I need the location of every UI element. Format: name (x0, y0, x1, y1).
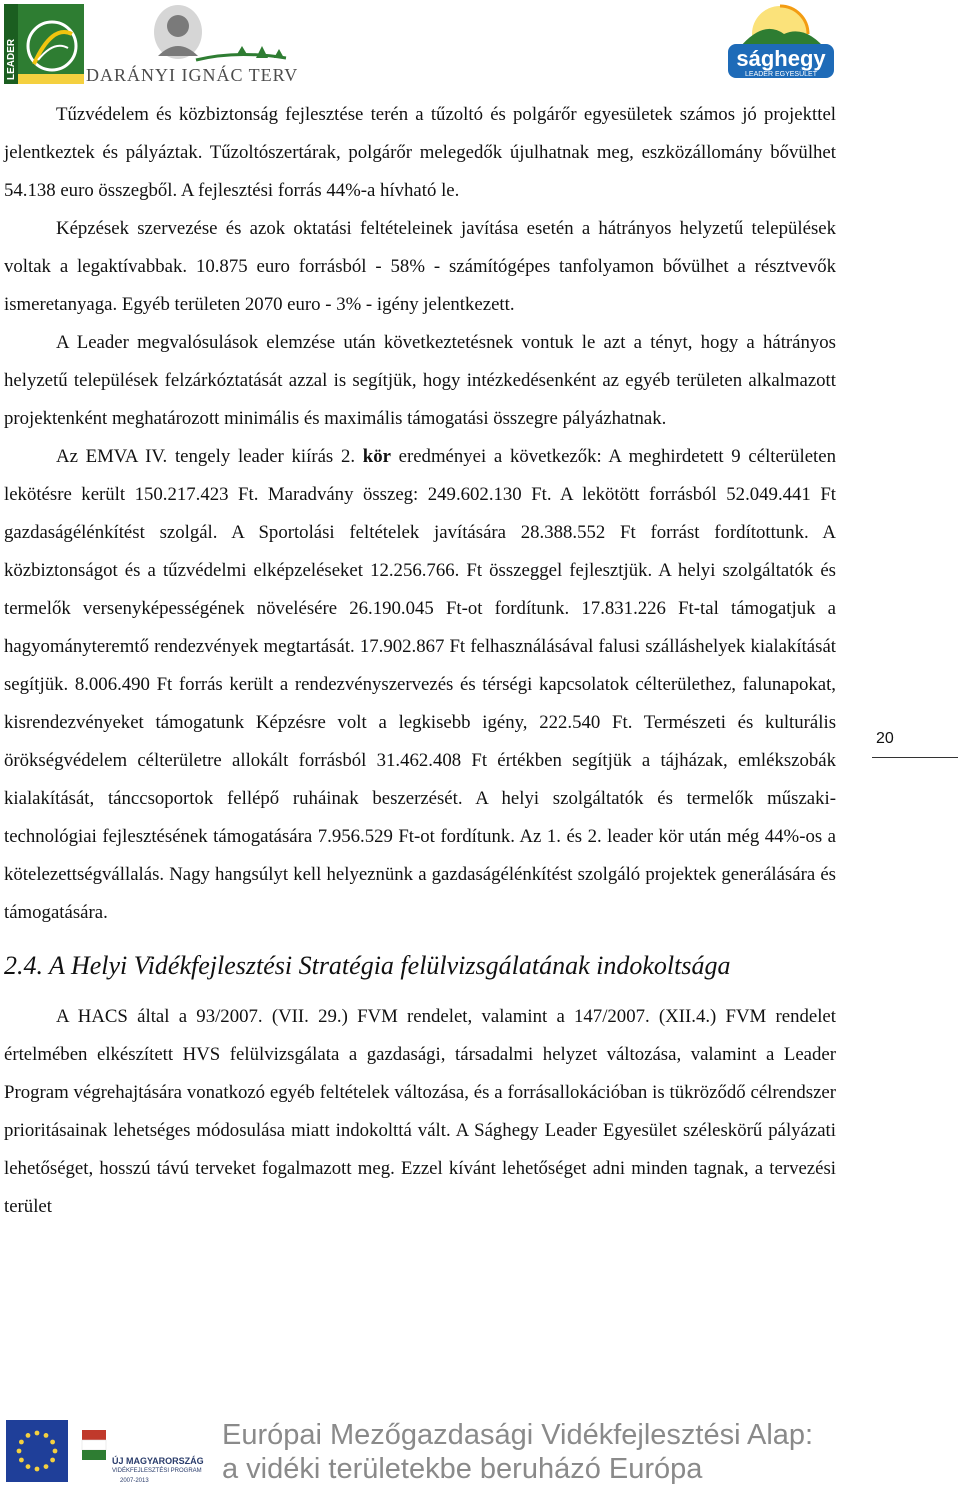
page-header (0, 0, 960, 90)
saghegy-name-text: sághegy (736, 46, 826, 71)
page-number: 20 (876, 730, 894, 747)
paragraph-leader-analysis: A Leader megvalósulások elemzése után következtetésnek vontuk le azt a tényt, hogy a hátrányos helyzetű települések felzárkóztatását azzal is segítjük, hogy intézkedésenként az egyéb területen alkalmazott projektenként meghatározott minimális és maximális támogatási összegre pályázhatnak. (4, 332, 836, 429)
daranyi-ignac-terv-text: DARÁNYI IGNÁC TERV (86, 65, 299, 85)
footer-slogan-line1: Európai Mezőgazdasági Vidékfejlesztési Alap: (222, 1419, 814, 1451)
footer-slogan (222, 1418, 960, 1486)
paragraph-hacs-review: A HACS által a 93/2007. (VII. 29.) FVM rendelet, valamint a 147/2007. (XII.4.) FVM rendelet értelmében elkészített HVS felülvizsgálata a gazdasági, társadalmi helyzet változása, valamint a Leader Program végrehajtására vonatkozó egyéb feltételek változása, és a forrásallokációban is tükröződő célrendszer prioritásainak lehetséges módosulása miatt indokolttá vált. A Sághegy Leader Egyesület széleskörű pályázati lehetőséget, hosszú távú terveket fogalmazott meg. Ezzel kívánt lehetőséget adni minden tagnak, a tervezési terület (4, 1006, 836, 1217)
leader-logo-icon (4, 4, 84, 84)
saghegy-sub-text: LEADER EGYESÜLET (745, 71, 817, 78)
umft-title: ÚJ MAGYARORSZÁG (112, 1456, 204, 1466)
emva-text-bold: kör (362, 446, 391, 467)
footer-slogan-line2: a vidéki területekbe beruházó Európa (222, 1453, 703, 1485)
emva-text-rest: eredményei a következők: A meghirdetett 9 célterületen lekötésre került 150.217.423 Ft. Maradvány összeg: 249.602.130 Ft. A lekötött forrásból 52.049.441 Ft gazdaságélénkítést szolgál. A Sportolási feltételek javítására 28.388.552 Ft forrást fordítottunk. A közbiztonságot és a tűzvédelmi elképzeléseket 12.256.766. Ft összeggel fejlesztjük. A helyi szolgáltatók és termelők versenyképességének növelésére 26.190.045 Ft-ot fordítunk. 17.831.226 Ft-tal támogatjuk a hagyományteremtő rendezvények megtartását. 17.902.867 Ft felhasználásával falusi szálláshelyek kialakítását segítjük. 8.006.490 Ft forrás került a rendezvényszervezés és térségi kapcsolatok célterülethez, falunapokat, kisrendezvényeket támogatunk Képzésre volt a legkisebb igény, 222.540 Ft. Természeti és kulturális örökségvédelem célterületre allokált forrásból 31.462.408 Ft értékben segítjük a tájházak, emlékszobák kialakítását, tánccsoportok fellépő ruháinak beszerzését. A helyi szolgáltatók és termelők műszaki-technológiai fejlesztésének támogatására 7.956.529 Ft-ot fordítunk. Az 1. és 2. leader kör után még 44%-os a kötelezettségvállalás. Nagy hangsúlyt kell helyeznünk a gazdaságélénkítést szolgáló projektek generálására és támogatására. (4, 446, 836, 923)
document-body (4, 96, 836, 1226)
section-heading: 2.4. A Helyi Vidékfejlesztési Stratégia felülvizsgálatának indokoltsága (4, 951, 731, 980)
paragraph-trainings: Képzések szervezése és azok oktatási feltételeinek javítása esetén a hátrányos helyzetű települések voltak a legaktívabbak. 10.875 euro forrásból - 58% - számítógépes tanfolyamon bővülhet a résztvevők ismeretanyaga. Egyéb területen 2070 euro - 3% - igény jelentkezett. (4, 218, 836, 315)
emva-text-start: Az EMVA IV. tengely leader kiírás 2. (56, 446, 363, 467)
uj-magyarorszag-logo (80, 1422, 204, 1488)
page-number-rule (872, 757, 958, 758)
umft-years: 2007-2013 (120, 1478, 149, 1484)
portrait-icon (86, 4, 296, 64)
paragraph-emva-results (4, 438, 836, 932)
eu-flag-icon (6, 1420, 68, 1482)
hungary-flag-icon (80, 1422, 110, 1488)
saghegy-logo-icon (722, 4, 840, 82)
page-footer (0, 1408, 960, 1490)
daranyi-ignac-terv-logo (86, 4, 299, 86)
umft-subtitle: VIDÉKFEJLESZTÉSI PROGRAM (112, 1468, 202, 1474)
paragraph-fire-safety: Tűzvédelem és közbiztonság fejlesztése terén a tűzoltó és polgárőr egyesületek számos jó projekttel jelentkeztek és pályáztak. Tűzoltószertárak, polgárőr melegedők újulhatnak meg, eszközállomány bővülhet 54.138 euro összegből. A fejlesztési forrás 44%-a hívható le. (4, 104, 836, 201)
leader-vertical-text: LEADER (6, 38, 17, 80)
